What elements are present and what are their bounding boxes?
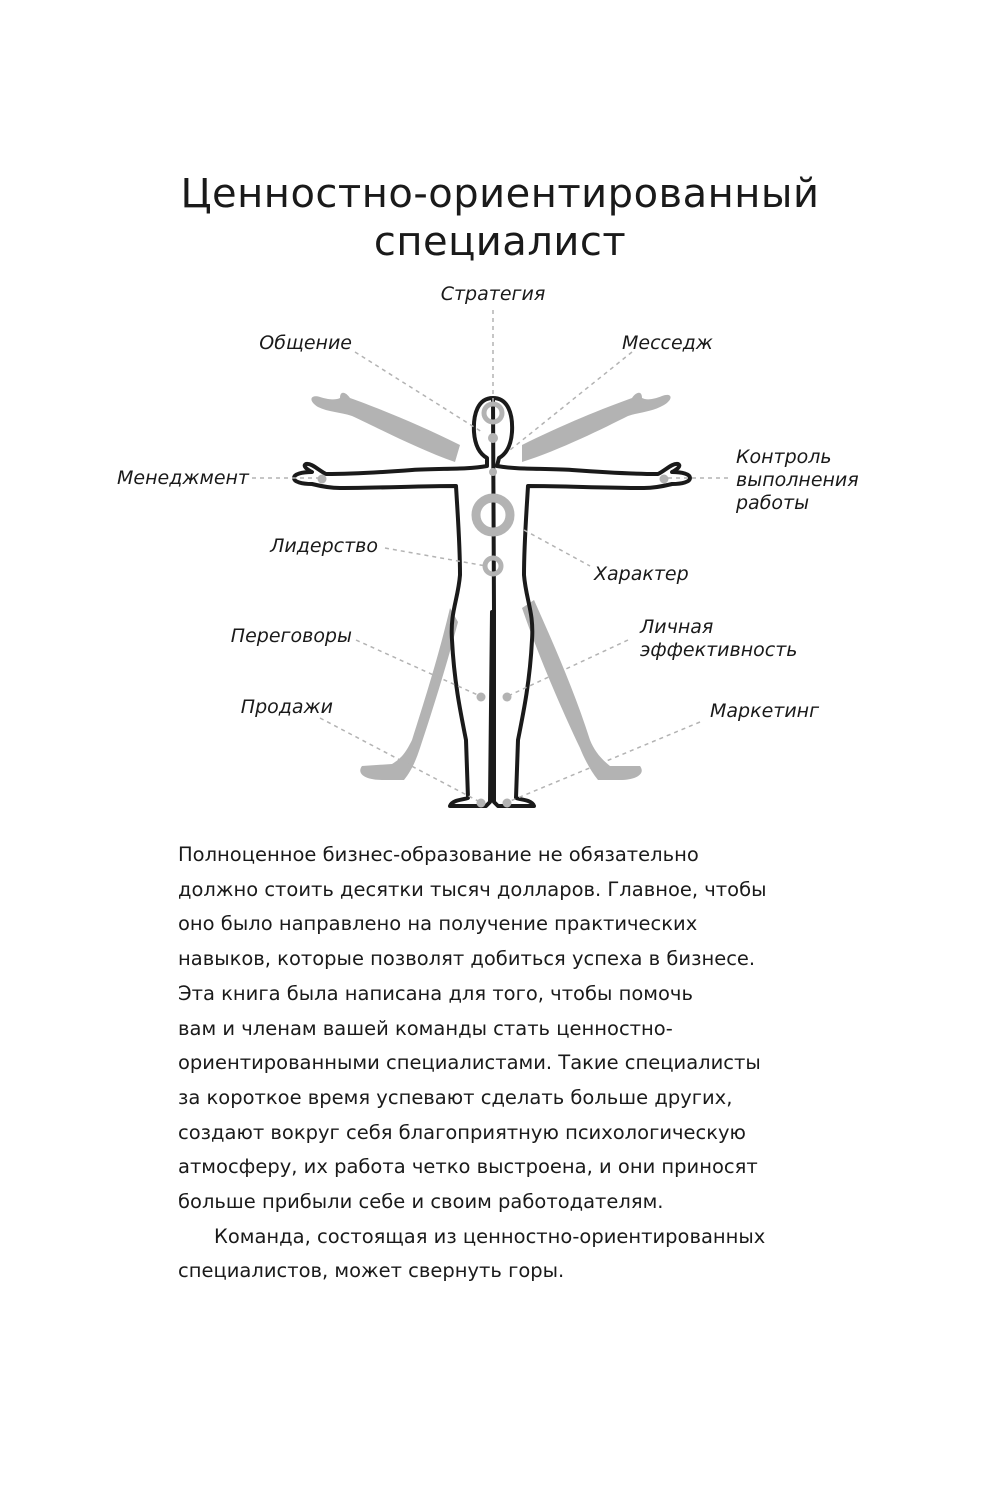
text-line: специалистов, может свернуть горы. (178, 1259, 565, 1283)
label-management: Менеджмент (117, 467, 249, 489)
dot-hand-right (660, 475, 669, 484)
title-line-1: Ценностно-ориентированный (180, 171, 820, 217)
human-figure-diagram (0, 280, 1000, 820)
text-line: создают вокруг себя благоприятную психологическую (178, 1120, 746, 1144)
label-character: Характер (594, 563, 689, 585)
label-control-line-3: работы (736, 492, 810, 514)
dot-head (488, 433, 498, 443)
text-line: должно стоить десятки тысяч долларов. Главное, чтобы (178, 877, 767, 901)
dot-neck (489, 468, 497, 476)
page-title (0, 170, 1000, 266)
leader-sales (320, 718, 480, 802)
shadow-leg-left (360, 608, 458, 780)
leader-leadership (385, 548, 486, 566)
label-leadership: Лидерство (270, 535, 378, 557)
text-line: атмосферу, их работа четко выстроена, и они приносят (178, 1155, 758, 1179)
leader-marketing (508, 722, 700, 802)
label-sales: Продажи (240, 696, 333, 718)
dot-foot-left (477, 799, 486, 808)
outline-figure (294, 398, 690, 806)
text-line: ориентированными специалистами. Такие специалисты (178, 1051, 761, 1075)
text-line: больше прибыли себе и своим работодателям. (178, 1190, 664, 1214)
paragraph-1 (178, 838, 858, 1220)
text-line: Эта книга была написана для того, чтобы помочь (178, 981, 693, 1005)
dot-knee-left (477, 693, 486, 702)
title-line-2: специалист (373, 219, 627, 265)
label-control-line-2: выполнения (736, 469, 859, 491)
dot-hand-left (318, 475, 327, 484)
label-strategy: Стратегия (440, 283, 546, 305)
dot-knee-right (503, 693, 512, 702)
text-line: Команда, состоящая из ценностно-ориентированных (214, 1224, 766, 1248)
figure-outline-path (294, 398, 690, 806)
label-message: Месседж (622, 332, 713, 354)
text-line: за короткое время успевают сделать больше других, (178, 1085, 733, 1109)
label-negotiations: Переговоры (230, 625, 352, 647)
text-line: оно было направлено на получение практических (178, 912, 698, 936)
text-line: навыков, которые позволят добиться успеха в бизнесе. (178, 947, 756, 971)
text-line: Полноценное бизнес-образование не обязательно (178, 843, 699, 866)
body-text (178, 838, 858, 1289)
shadow-arm-left (311, 393, 460, 462)
leader-character (524, 530, 590, 566)
label-marketing: Маркетинг (710, 700, 820, 722)
shadow-arm-right (522, 393, 671, 462)
dot-foot-right (503, 799, 512, 808)
text-line: вам и членам вашей команды стать ценностно- (178, 1016, 673, 1040)
label-efficiency-line-1: Личная (640, 616, 714, 638)
label-communication: Общение (259, 332, 352, 354)
paragraph-2 (178, 1220, 858, 1289)
leader-negotiations (356, 640, 480, 696)
label-control-line-1: Контроль (736, 446, 832, 468)
label-efficiency-line-2: эффективность (640, 639, 798, 661)
